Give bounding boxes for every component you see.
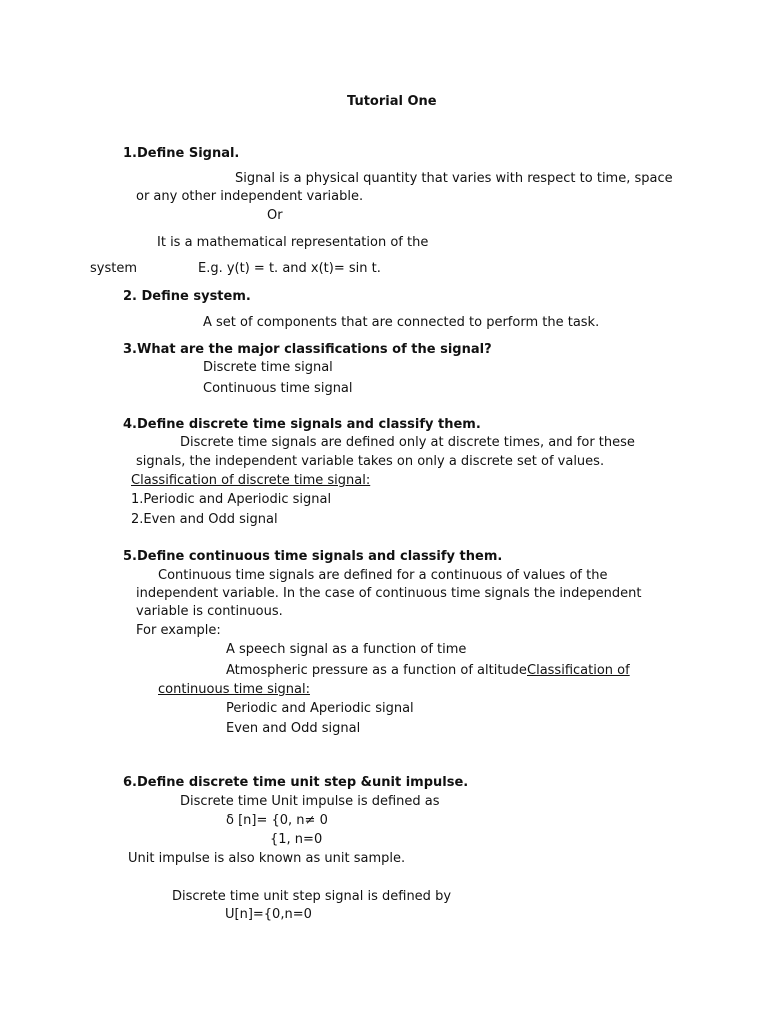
q4-item: 1.Periodic and Aperiodic signal xyxy=(131,492,332,507)
q4-heading: 4.Define discrete time signals and classify them. xyxy=(123,417,481,432)
q1-line2: or any other independent variable. xyxy=(136,189,364,204)
q1-line3: It is a mathematical representation of the xyxy=(157,235,429,250)
q5-classification-label-b: continuous time signal: xyxy=(158,682,310,697)
q5-line1: Continuous time signals are defined for a continuous of values of the xyxy=(158,568,608,583)
q6-heading: 6.Define discrete time unit step &unit impulse. xyxy=(123,775,469,790)
q3-item: Discrete time signal xyxy=(203,360,333,375)
q1-heading: 1.Define Signal. xyxy=(123,146,240,161)
q4-line1: Discrete time signals are defined only at discrete times, and for these xyxy=(180,435,635,450)
q3-item: Continuous time signal xyxy=(203,381,353,396)
q5-classification-label-a: Classification of xyxy=(527,663,630,678)
q1-line4-b: E.g. y(t) = t. and x(t)= sin t. xyxy=(198,261,381,276)
q5-item: Periodic and Aperiodic signal xyxy=(226,701,414,716)
q6-equation: {1, n=0 xyxy=(270,832,323,847)
q1-or: Or xyxy=(267,208,283,223)
q6-line3: Discrete time unit step signal is defined by xyxy=(172,889,452,904)
q5-example-label: For example: xyxy=(136,623,221,638)
q6-equation: U[n]={0,n=0 xyxy=(225,907,312,922)
q3-heading: 3.What are the major classifications of the signal? xyxy=(123,342,492,357)
page-title: Tutorial One xyxy=(347,94,437,109)
q5-example: A speech signal as a function of time xyxy=(226,642,467,657)
q5-example: Atmospheric pressure as a function of altitude xyxy=(226,663,527,678)
q1-line4-a: system xyxy=(90,261,137,276)
q2-heading: 2. Define system. xyxy=(123,289,251,304)
q6-line1: Discrete time Unit impulse is defined as xyxy=(180,794,440,809)
q4-classification-label: Classification of discrete time signal: xyxy=(131,473,371,488)
q5-item: Even and Odd signal xyxy=(226,721,361,736)
q1-line1: Signal is a physical quantity that varies with respect to time, space xyxy=(235,171,673,186)
q4-line2: signals, the independent variable takes on only a discrete set of values. xyxy=(136,454,605,469)
q6-line2: Unit impulse is also known as unit sample. xyxy=(128,851,406,866)
q4-item: 2.Even and Odd signal xyxy=(131,512,278,527)
q5-heading: 5.Define continuous time signals and classify them. xyxy=(123,549,503,564)
q5-line3: variable is continuous. xyxy=(136,604,283,619)
q2-answer: A set of components that are connected to perform the task. xyxy=(203,315,600,330)
q5-line2: independent variable. In the case of continuous time signals the independent xyxy=(136,586,642,601)
q6-equation: δ [n]= {0, n≠ 0 xyxy=(226,813,328,828)
